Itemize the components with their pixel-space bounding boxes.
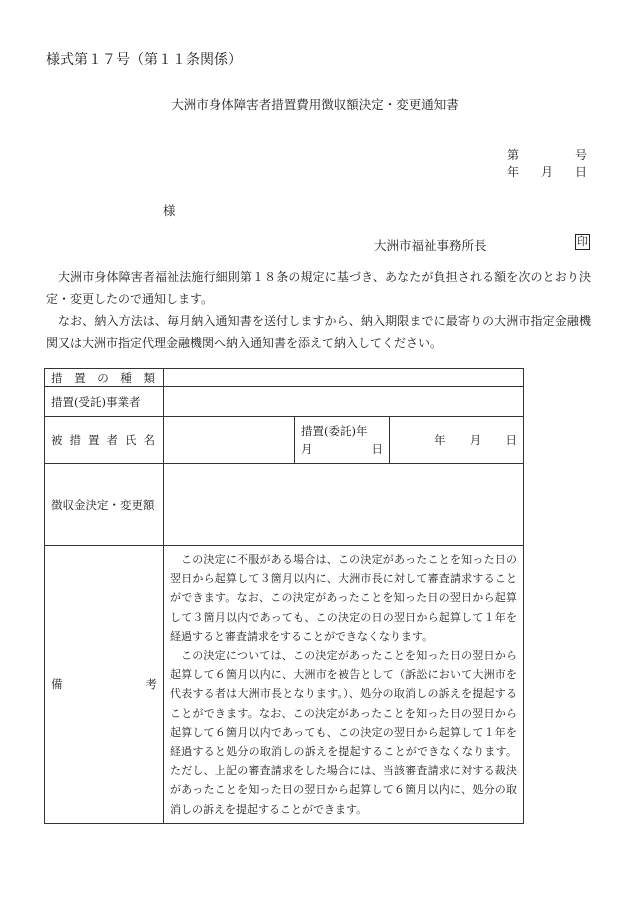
notice-table xyxy=(44,368,524,824)
measure-type-label: 措 置 の 種 類 xyxy=(45,369,164,387)
amount-label: 徴収金決定・変更額 xyxy=(45,464,164,546)
remarks-paragraph: この決定に不服がある場合は、この決定があったことを知った日の翌日から起算して３箇月以内に、大洲市長に対して審査請求することができます。なお、この決定があったことを知った日の翌日から起算して３箇月以内であっても、この決定の日の翌日から起算して１年を経過すると審査請求をすることができなくなります。 xyxy=(170,553,517,643)
remarks-text xyxy=(164,546,524,824)
addressee-honorific: 様 xyxy=(163,203,176,218)
notice-body xyxy=(46,266,591,354)
period-label: 措置(委託)年 月 日 xyxy=(295,417,390,464)
row-amount xyxy=(45,464,524,546)
row-provider xyxy=(45,387,524,417)
form-number: 様式第１７号（第１１条関係） xyxy=(46,52,242,68)
row-person xyxy=(45,417,524,464)
measure-type-value xyxy=(164,369,524,387)
issue-date-line xyxy=(507,163,587,180)
row-measure-type xyxy=(45,369,524,387)
number-prefix: 第 xyxy=(507,148,520,162)
provider-value xyxy=(164,387,524,417)
remarks-label: 備 考 xyxy=(45,546,164,824)
person-name-value xyxy=(164,417,295,464)
period-value: 年 月 日 xyxy=(390,417,524,464)
date-day: 日 xyxy=(574,165,587,179)
row-remarks xyxy=(45,546,524,824)
person-name-label: 被 措 置 者 氏 名 xyxy=(45,417,164,464)
body-paragraph: なお、納入方法は、毎月納入通知書を送付しますから、納入期限までに最寄りの大洲市指定金融機関又は大洲市指定代理金融機関へ納入通知書を添えて納入してください。 xyxy=(46,314,591,350)
date-year: 年 xyxy=(507,165,520,179)
provider-label: 措置(受託)事業者 xyxy=(45,387,164,417)
seal-mark: 印 xyxy=(577,235,588,248)
document-number-line xyxy=(507,146,587,163)
amount-value xyxy=(164,464,524,546)
date-month: 月 xyxy=(540,165,553,179)
number-suffix: 号 xyxy=(574,148,587,162)
document-title: 大洲市身体障害者措置費用徴収額決定・変更通知書 xyxy=(171,97,459,112)
body-paragraph: 大洲市身体障害者福祉法施行細則第１８条の規定に基づき、あなたが負担される額を次のとおり決定・変更したので通知します。 xyxy=(46,270,591,306)
remarks-paragraph: この決定については、この決定があったことを知った日の翌日から起算して６箇月以内に、大洲市を被告として（訴訟において大洲市を代表する者は大洲市長となります。）、処分の取消しの訴えを提起することができます。なお、この決定があったことを知った日の翌日から起算して６箇月以内であっても、この決定の翌日から起算して１年を経過すると処分の取消しの訴えを提起することができなくなります。ただし、上記の審査請求をした場合には、当該審査請求に対する裁決があったことを知った日の翌日から起算して６箇月以内に、処分の取消しの訴えを提起することができます。 xyxy=(170,649,517,816)
sender-name: 大洲市福祉事務所長 xyxy=(374,238,487,253)
